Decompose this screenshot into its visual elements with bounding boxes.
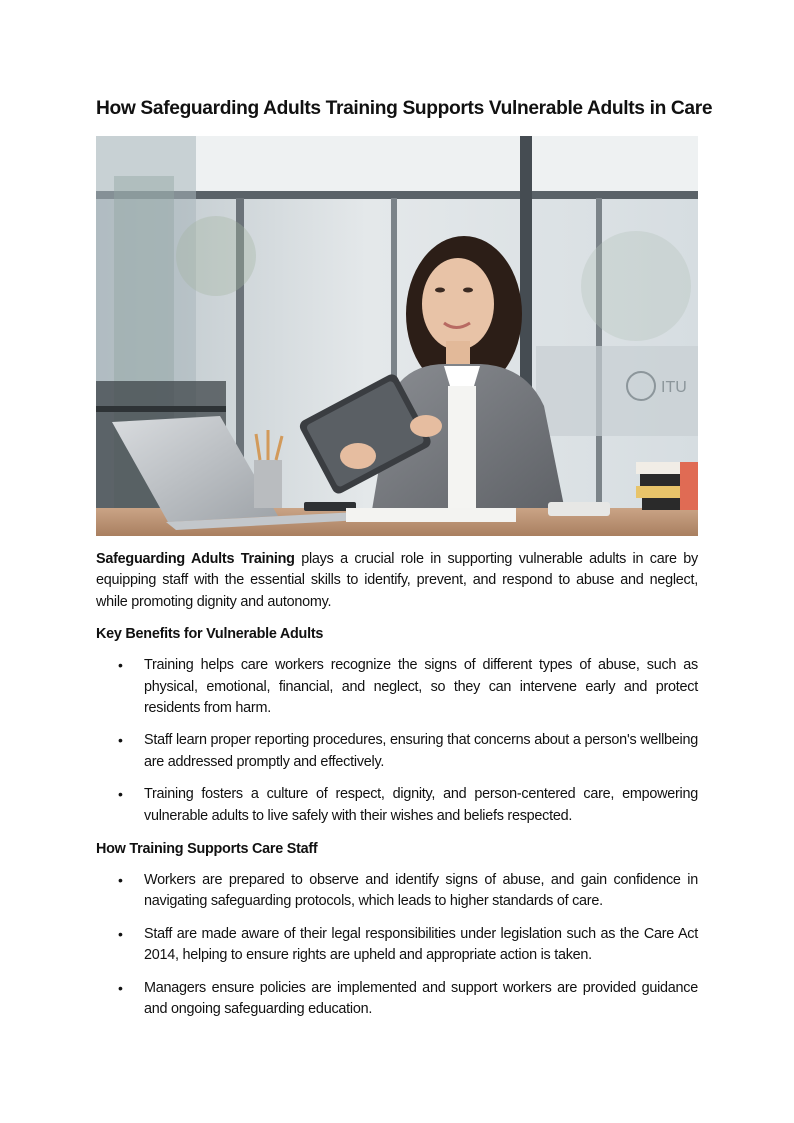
list-item-text: Staff are made aware of their legal responsibilities under legislation such as the Care Act 2014, helping to ensure rights are upheld and appropriate action is taken.: [144, 925, 698, 964]
section-heading: How Training Supports Care Staff: [96, 841, 318, 858]
photo-woman-using-tablet-icon: [96, 136, 698, 536]
bullet-icon: •: [118, 925, 123, 942]
bullet-icon: •: [118, 786, 123, 803]
section-care-staff: [96, 838, 698, 1020]
list-item-text: Staff learn proper reporting procedures, ensuring that concerns about a person's wellbeing are addressed promptly and effectively.: [144, 732, 698, 770]
bullet-icon: •: [118, 979, 123, 996]
bullet-icon: •: [118, 732, 123, 749]
intro-bold-lead: Safeguarding Adults Training: [96, 551, 295, 567]
list-item: [96, 784, 698, 827]
bullet-list: [96, 870, 698, 1020]
list-item-text: Workers are prepared to observe and identify signs of abuse, and gain confidence in navigating safeguarding protocols, which leads to higher standards of care.: [144, 872, 698, 910]
list-item: [96, 655, 698, 719]
bullet-list: [96, 655, 698, 827]
list-item-text: Training helps care workers recognize the signs of different types of abuse, such as physical, emotional, financial, and neglect, so they can intervene early and protect residents from harm.: [144, 657, 698, 717]
watermark-text: ITU: [661, 379, 687, 396]
intro-text: plays a crucial role in supporting vulnerable adults in care by equipping staff with the essential skills to identify, prevent, and respond to abuse and neglect, while promoting dignity and autonomy.: [96, 551, 698, 610]
article-title: How Safeguarding Adults Training Supports Vulnerable Adults in Care: [96, 98, 713, 119]
list-item-text: Training fosters a culture of respect, dignity, and person-centered care, empowering vulnerable adults to live safely with their wishes and beliefs respected.: [144, 786, 698, 824]
section-heading: Key Benefits for Vulnerable Adults: [96, 626, 324, 643]
list-item: [96, 730, 698, 773]
intro-paragraph: [96, 549, 698, 613]
bullet-icon: •: [118, 657, 123, 674]
bullet-icon: •: [118, 872, 123, 889]
section-key-benefits: [96, 623, 698, 827]
document-page: [96, 96, 713, 1032]
list-item: [96, 978, 698, 1021]
hero-image: [96, 136, 698, 536]
list-item-text: Managers ensure policies are implemented and support workers are provided guidance and ongoing safeguarding education.: [144, 979, 698, 1018]
list-item: [96, 924, 698, 967]
list-item: [96, 870, 698, 913]
